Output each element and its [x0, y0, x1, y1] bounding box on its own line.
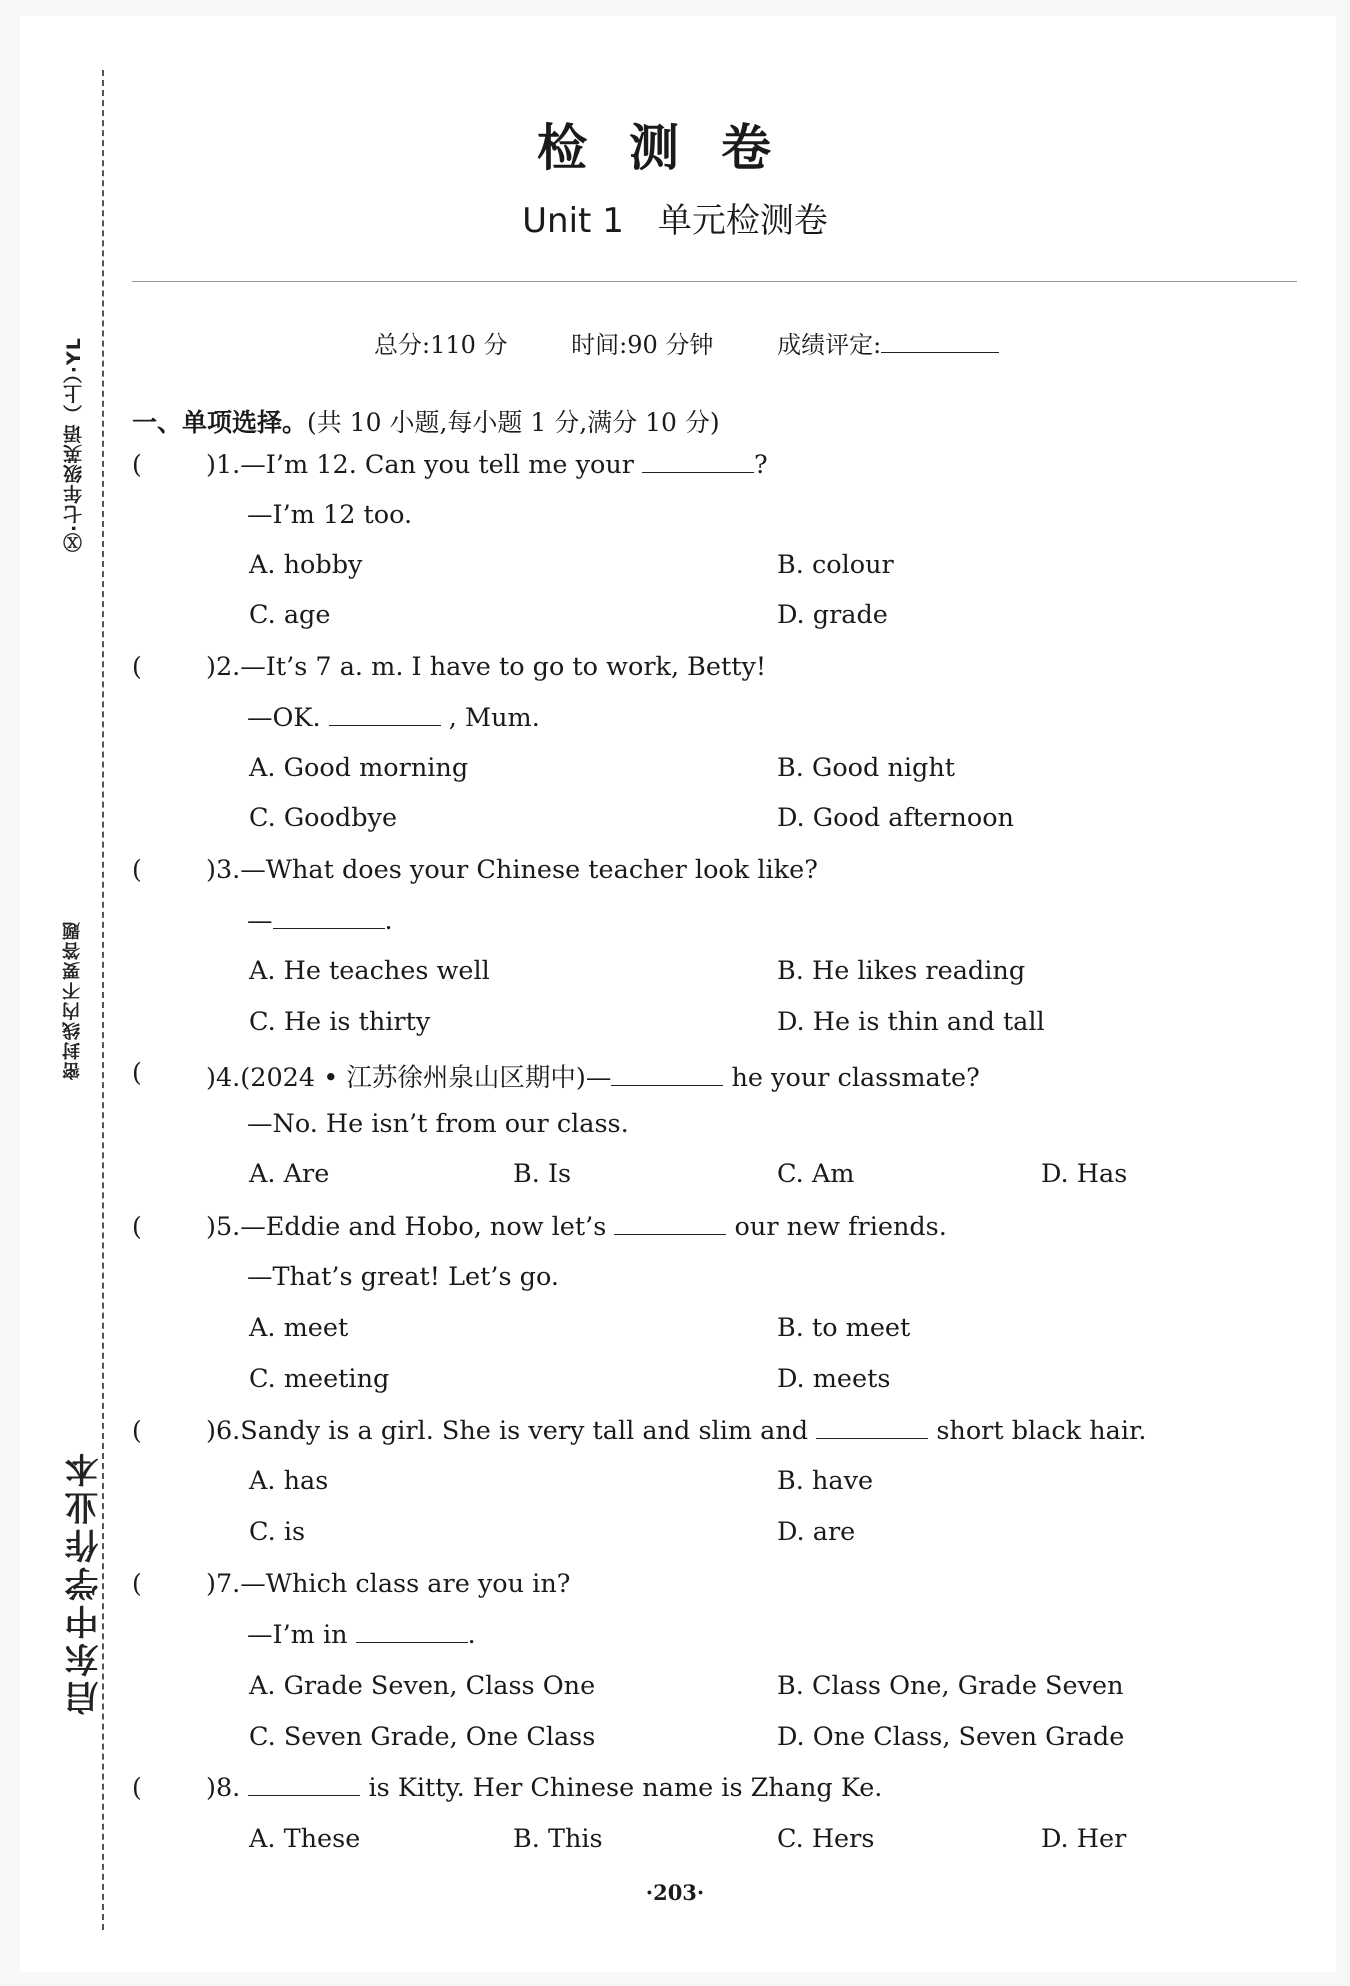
question-5: )5.—Eddie and Hobo, now let’s our new friends. [206, 1212, 947, 1242]
answer-blank [329, 703, 441, 726]
answer-blank [273, 906, 385, 929]
option-d: D. Has [1041, 1159, 1128, 1189]
option-c: C. meeting [249, 1364, 390, 1394]
page-title: 检测卷 [537, 119, 813, 177]
option-c: C. is [249, 1517, 306, 1547]
section-note: (共 10 小题,每小题 1 分,满分 10 分) [307, 408, 720, 437]
option-a: A. He teaches well [249, 956, 490, 986]
header-divider [132, 281, 1297, 282]
grade-blank[interactable] [881, 352, 999, 353]
option-c: C. Am [777, 1159, 855, 1189]
option-a: A. These [249, 1824, 361, 1854]
question-4: )4.(2024 • 江苏徐州泉山区期中)— he your classmate? [206, 1063, 980, 1093]
answer-paren[interactable]: ( [132, 1416, 142, 1445]
answer-blank [611, 1063, 723, 1086]
seal-line-notice: 密封线内不要答题 [62, 920, 83, 1080]
option-d: D. Her [1041, 1824, 1127, 1854]
answer-blank [642, 450, 754, 473]
answer-paren[interactable]: ( [132, 1058, 142, 1087]
option-d: D. are [777, 1517, 856, 1547]
total-score: 总分:110 分 [374, 331, 508, 359]
option-a: A. hobby [249, 550, 363, 580]
option-d: D. One Class, Seven Grade [777, 1722, 1125, 1752]
question-1-reply: —I’m 12 too. [247, 500, 413, 530]
option-a: A. Good morning [249, 753, 469, 783]
question-2: )2.—It’s 7 a. m. I have to go to work, Betty! [206, 652, 767, 682]
question-3: )3.—What does your Chinese teacher look like? [206, 855, 818, 885]
option-a: A. Are [249, 1159, 330, 1189]
page-subtitle: Unit 1 单元检测卷 [522, 201, 828, 241]
option-c: C. He is thirty [249, 1007, 431, 1037]
answer-paren[interactable]: ( [132, 1212, 142, 1241]
question-2-reply: —OK. , Mum. [247, 703, 540, 733]
answer-blank [816, 1416, 928, 1439]
option-d: D. He is thin and tall [777, 1007, 1045, 1037]
question-7: )7.—Which class are you in? [206, 1569, 571, 1599]
answer-paren[interactable]: ( [132, 450, 142, 479]
question-6: )6.Sandy is a girl. She is very tall and slim and short black hair. [206, 1416, 1147, 1446]
answer-blank [614, 1212, 726, 1235]
option-b: B. He likes reading [777, 956, 1026, 986]
question-3-reply: — . [247, 906, 393, 936]
time-limit: 时间:90 分钟 [571, 331, 714, 359]
option-d: D. Good afternoon [777, 803, 1014, 833]
page-number: ·203· [645, 1880, 705, 1905]
question-8: )8. is Kitty. Her Chinese name is Zhang Ke. [206, 1773, 883, 1803]
option-b: B. Class One, Grade Seven [777, 1671, 1124, 1701]
option-c: C. Seven Grade, One Class [249, 1722, 596, 1752]
section-title: 一、单项选择。 [132, 408, 308, 437]
option-a: A. meet [249, 1313, 349, 1343]
answer-paren[interactable]: ( [132, 1569, 142, 1598]
brand-label: 启东中学作业本 [65, 1449, 105, 1715]
option-b: B. colour [777, 550, 894, 580]
question-5-reply: —That’s great! Let’s go. [247, 1262, 559, 1292]
option-b: B. Good night [777, 753, 956, 783]
answer-blank [248, 1773, 360, 1796]
series-label: Ⓧ·七年级英语（上）·YL [63, 337, 85, 553]
option-d: D. meets [777, 1364, 891, 1394]
question-4-reply: —No. He isn’t from our class. [247, 1109, 629, 1139]
option-c: C. age [249, 600, 331, 630]
answer-paren[interactable]: ( [132, 652, 142, 681]
exam-info [374, 325, 999, 360]
option-b: B. have [777, 1466, 874, 1496]
grade-label: 成绩评定: [777, 331, 882, 359]
option-d: D. grade [777, 600, 888, 630]
question-7-reply: —I’m in . [247, 1620, 476, 1650]
option-c: C. Hers [777, 1824, 875, 1854]
section-heading [132, 403, 720, 439]
option-a: A. Grade Seven, Class One [249, 1671, 596, 1701]
option-c: C. Goodbye [249, 803, 398, 833]
answer-paren[interactable]: ( [132, 1773, 142, 1802]
option-a: A. has [249, 1466, 329, 1496]
option-b: B. This [513, 1824, 603, 1854]
answer-paren[interactable]: ( [132, 855, 142, 884]
answer-blank [356, 1620, 468, 1643]
question-1: )1.—I’m 12. Can you tell me your ? [206, 450, 768, 480]
option-b: B. Is [513, 1159, 572, 1189]
option-b: B. to meet [777, 1313, 911, 1343]
worksheet-page [20, 16, 1336, 1972]
